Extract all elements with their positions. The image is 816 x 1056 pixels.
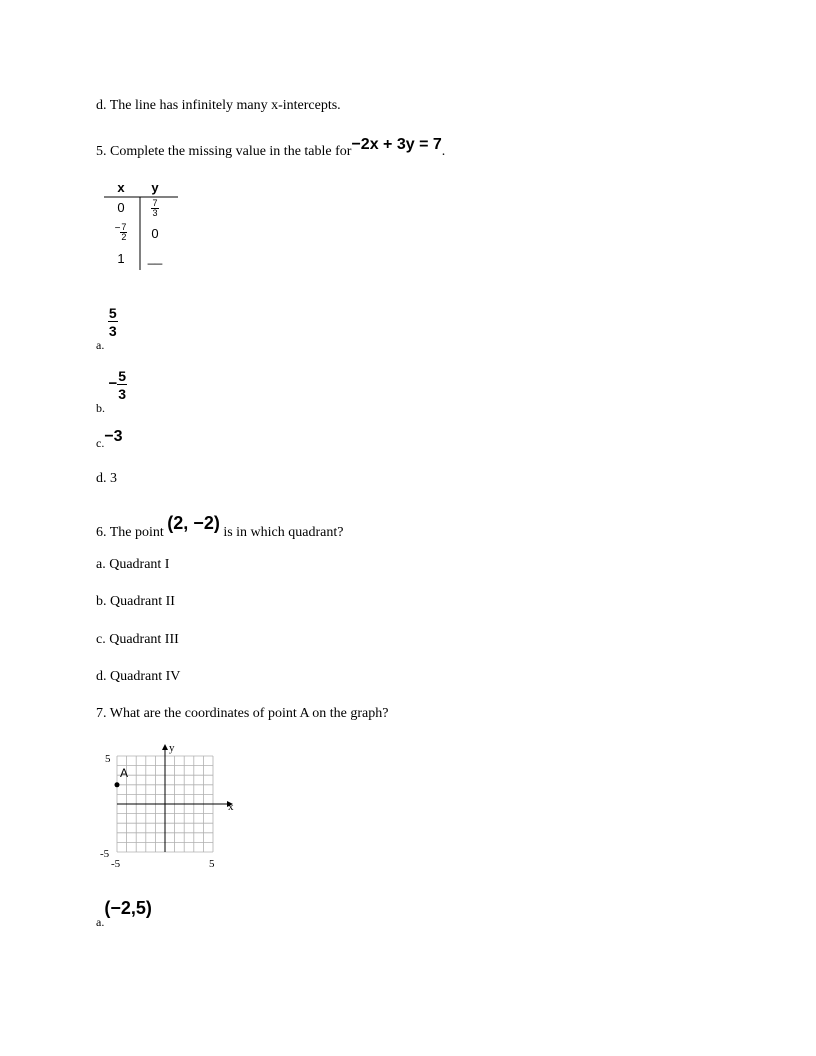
q5-option-c-value: −3	[104, 428, 123, 445]
q7-x-min-label: -5	[111, 858, 121, 870]
q5-row1-y-den: 3	[152, 208, 158, 218]
q5-option-a-num: 5	[108, 305, 117, 321]
q7-y-min-label: -5	[100, 848, 110, 860]
q5-row2-y: 0	[151, 226, 159, 241]
q5-option-b-den: 3	[118, 386, 127, 402]
q5-table-header-x: x	[117, 180, 125, 195]
q7-option-a	[96, 898, 152, 929]
q6-prompt-before: 6. The point	[96, 525, 164, 540]
q7-option-a-value: (−2,5)	[104, 898, 152, 918]
q5-period: .	[441, 144, 446, 159]
q7-y-label: y	[169, 742, 175, 754]
q5-option-b	[96, 368, 127, 416]
q5-row3-y-blank: __	[147, 250, 163, 265]
q7-x-label: x	[228, 801, 234, 813]
q5-option-a-den: 3	[108, 323, 117, 339]
q5-option-a	[96, 305, 118, 353]
q5-option-d-value: 3	[110, 471, 117, 486]
q5-option-b-label: b.	[96, 401, 105, 416]
q5-option-a-label: a.	[96, 338, 105, 353]
q5-equation: −2x + 3y = 7	[351, 136, 442, 153]
q5-row1-y-num: 7	[152, 198, 158, 208]
q5-option-b-sign: −	[108, 375, 118, 393]
q7-x-max-label: 5	[209, 858, 215, 870]
q5-option-b-fraction	[117, 369, 127, 401]
q6-option-c: c. Quadrant III	[96, 632, 179, 647]
q5-option-a-fraction	[108, 306, 118, 338]
q6-point: (2, −2)	[167, 513, 220, 533]
q5-option-b-num: 5	[118, 368, 127, 384]
q7-point-a	[115, 782, 120, 787]
q7-y-arrow	[162, 744, 168, 750]
q7-option-a-label: a.	[96, 915, 105, 929]
q5-row2-x-den: 2	[121, 232, 127, 242]
q6-prompt-after: is in which quadrant?	[223, 525, 344, 540]
q5-row2-x	[106, 223, 136, 243]
q7-prompt: 7. What are the coordinates of point A on the graph?	[96, 706, 389, 721]
q6-option-a: a. Quadrant I	[96, 557, 170, 572]
q7-graph	[92, 740, 252, 875]
q5-row2-x-num: 7	[121, 222, 127, 232]
q6-prompt	[96, 513, 344, 541]
q7-point-a-label: A	[120, 765, 129, 780]
q6-option-d: d. Quadrant IV	[96, 669, 181, 684]
q5-option-c	[96, 428, 123, 450]
q5-table-header-y: y	[151, 180, 159, 195]
q5-option-c-label: c.	[96, 436, 105, 450]
q5-prompt-text: 5. Complete the missing value in the table for	[96, 144, 352, 159]
q4-option-d: d. The line has infinitely many x-intercepts.	[96, 98, 341, 113]
q7-y-max-label: 5	[105, 753, 111, 765]
q5-option-d-label: d.	[96, 471, 107, 486]
q5-option-d	[96, 471, 117, 487]
q5-row1-x: 0	[117, 200, 125, 215]
q5-row2-x-sign: −	[114, 223, 121, 234]
q6-option-b: b. Quadrant II	[96, 594, 175, 609]
q5-row1-y	[140, 199, 170, 219]
q5-prompt	[96, 136, 446, 160]
q5-row3-x: 1	[117, 251, 125, 266]
q5-table	[100, 178, 180, 273]
